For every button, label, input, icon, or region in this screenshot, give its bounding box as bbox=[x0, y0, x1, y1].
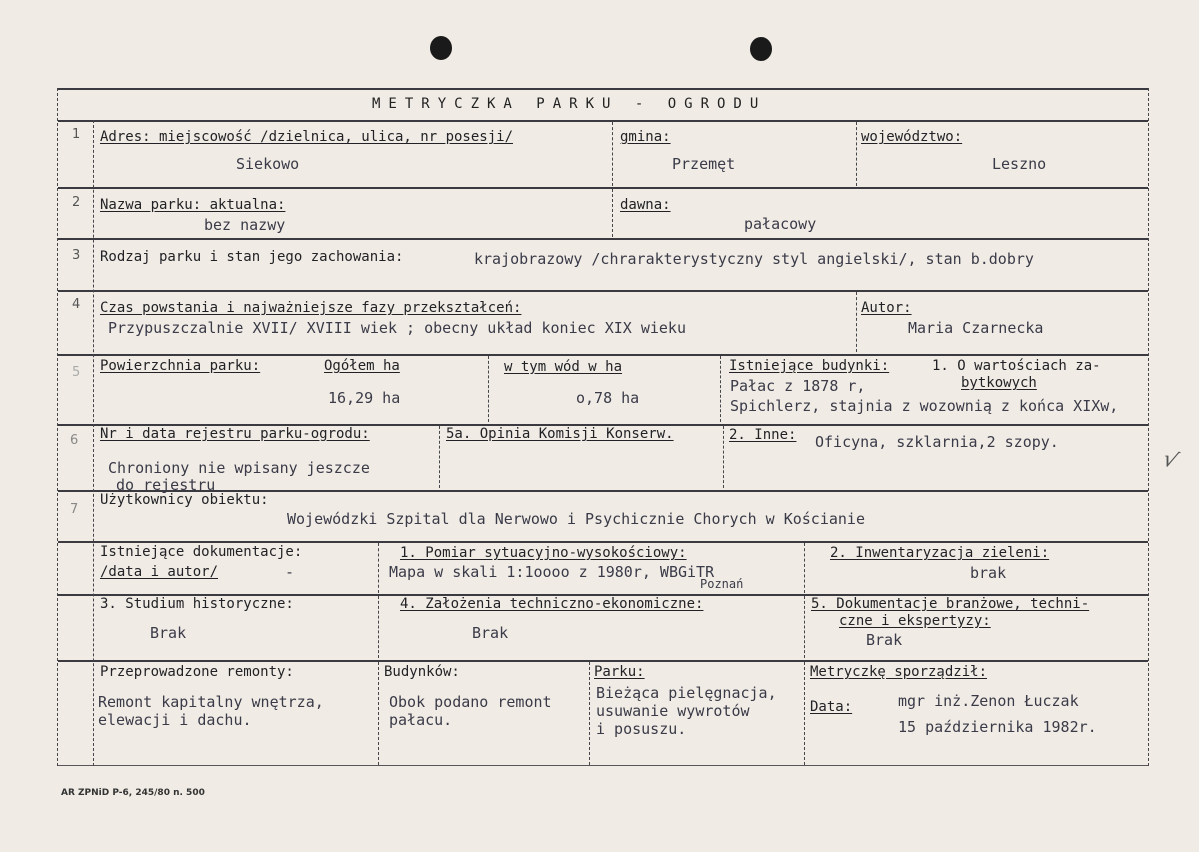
buildings-historic-label: 1. O wartościach za- bbox=[932, 358, 1101, 374]
buildings-label: Istniejące budynki: bbox=[729, 358, 890, 374]
divider bbox=[612, 189, 614, 237]
survey-value-2: Poznań bbox=[700, 577, 744, 591]
divider bbox=[723, 426, 725, 488]
divider bbox=[856, 122, 858, 186]
wojewodztwo-label: województwo: bbox=[861, 129, 963, 145]
row-number: 4 bbox=[72, 297, 81, 312]
building-repairs-value: Obok podano remont bbox=[389, 693, 552, 711]
rule bbox=[58, 660, 1148, 662]
rule bbox=[58, 120, 1148, 122]
number-column-divider bbox=[93, 120, 95, 766]
survey-label: 1. Pomiar sytuacyjno-wysokościowy: bbox=[400, 545, 687, 561]
divider bbox=[804, 662, 806, 765]
punch-hole-right bbox=[750, 37, 772, 61]
existing-docs-value: - bbox=[285, 563, 295, 581]
divider bbox=[439, 426, 441, 488]
water-area-label: w tym wód w ha bbox=[504, 359, 623, 375]
buildings-value: Pałac z 1878 r, bbox=[730, 377, 866, 395]
divider bbox=[378, 543, 380, 593]
right-border bbox=[1148, 88, 1150, 766]
rule bbox=[58, 765, 1148, 766]
historical-study-label: 3. Studium historyczne: bbox=[100, 596, 294, 612]
park-type-label: Rodzaj parku i stan jego zachowania: bbox=[100, 249, 404, 265]
prepared-by-value: mgr inż.Zenon Łuczak bbox=[898, 692, 1079, 710]
gmina-value: Przemęt bbox=[672, 155, 736, 173]
author-value: Maria Czarnecka bbox=[908, 319, 1044, 337]
divider bbox=[378, 662, 380, 765]
water-area-value: o,78 ha bbox=[576, 389, 640, 407]
divider bbox=[804, 543, 806, 593]
conservation-opinion-label: 5a. Opinia Komisji Konserw. bbox=[446, 426, 674, 442]
building-repairs-label: Budynków: bbox=[384, 664, 460, 680]
branch-docs-value: Brak bbox=[866, 631, 903, 649]
form-footer: AR ZPNiD P-6, 245/80 n. 500 bbox=[61, 788, 205, 798]
total-area-value: 16,29 ha bbox=[328, 389, 401, 407]
existing-docs-label: Istniejące dokumentacje: bbox=[100, 544, 303, 560]
wojewodztwo-value: Leszno bbox=[992, 155, 1047, 173]
divider bbox=[612, 122, 614, 186]
park-maintenance-value: Bieżąca pielęgnacja, bbox=[596, 684, 777, 702]
gmina-label: gmina: bbox=[620, 129, 671, 145]
address-value: Siekowo bbox=[236, 155, 300, 173]
users-label: Użytkownicy obiektu: bbox=[100, 492, 269, 508]
divider bbox=[804, 596, 806, 658]
area-label: Powierzchnia parku: bbox=[100, 358, 261, 374]
row-number: 5 bbox=[72, 365, 81, 380]
repairs-label: Przeprowadzone remonty: bbox=[100, 664, 294, 680]
rule bbox=[58, 541, 1148, 543]
card-title: METRYCZKA PARKU - OGRODU bbox=[372, 96, 767, 112]
buildings-value: Spichlerz, stajnia z wozownią z końca XIXw, bbox=[730, 397, 1119, 415]
row-number: 2 bbox=[72, 195, 81, 210]
park-name-value: bez nazwy bbox=[204, 216, 286, 234]
survey-value: Mapa w skali 1:1oooo z 1980r, WBGiTR bbox=[389, 563, 715, 581]
users-value: Wojewódzki Szpital dla Nerwowo i Psychicznie Chorych w Kościanie bbox=[287, 510, 865, 528]
check-mark-icon: √ bbox=[1159, 446, 1182, 475]
park-maintenance-label: Parku: bbox=[594, 664, 645, 680]
register-value: Chroniony nie wpisany jeszcze bbox=[108, 459, 370, 477]
divider bbox=[488, 356, 490, 422]
branch-docs-label: 5. Dokumentacje branżowe, techni- bbox=[811, 596, 1090, 612]
row-number: 1 bbox=[72, 127, 81, 142]
former-name-label: dawna: bbox=[620, 197, 671, 213]
register-label: Nr i data rejestru parku-ogrodu: bbox=[100, 426, 370, 442]
buildings-historic-label-2: bytkowych bbox=[961, 375, 1037, 391]
inventory-label: 2. Inwentaryzacja zieleni: bbox=[830, 545, 1050, 561]
rule bbox=[58, 290, 1148, 292]
rule bbox=[58, 88, 1148, 90]
history-label: Czas powstania i najważniejsze fazy przekształceń: bbox=[100, 300, 522, 316]
other-buildings-label: 2. Inne: bbox=[729, 427, 797, 443]
building-repairs-value: pałacu. bbox=[389, 711, 453, 729]
row-number: 7 bbox=[70, 502, 79, 517]
divider bbox=[720, 356, 722, 422]
other-buildings-value: Oficyna, szklarnia,2 szopy. bbox=[815, 433, 1059, 451]
divider bbox=[378, 596, 380, 658]
rule bbox=[58, 354, 1148, 356]
row-number: 3 bbox=[72, 248, 81, 263]
park-maintenance-value: usuwanie wywrotów bbox=[596, 702, 750, 720]
address-label: Adres: miejscowość /dzielnica, ulica, nr posesji/ bbox=[100, 129, 514, 145]
repairs-value: elewacji i dachu. bbox=[98, 711, 252, 729]
park-type-value: krajobrazowy /chrarakterystyczny styl angielski/, stan b.dobry bbox=[474, 250, 1034, 268]
rule bbox=[58, 187, 1148, 189]
divider bbox=[589, 662, 591, 765]
prepared-date-value: 15 października 1982r. bbox=[898, 718, 1097, 736]
technical-assumptions-label: 4. Założenia techniczno-ekonomiczne: bbox=[400, 596, 704, 612]
rule bbox=[58, 238, 1148, 240]
historical-study-value: Brak bbox=[150, 624, 187, 642]
left-border bbox=[57, 88, 59, 766]
repairs-value: Remont kapitalny wnętrza, bbox=[98, 693, 324, 711]
punch-hole-left bbox=[430, 36, 452, 60]
existing-docs-sub-label: /data i autor/ bbox=[100, 564, 219, 580]
register-value: do rejestru bbox=[116, 476, 216, 494]
branch-docs-label-2: czne i ekspertyzy: bbox=[839, 613, 991, 629]
inventory-value: brak bbox=[970, 564, 1007, 582]
date-label: Data: bbox=[810, 699, 853, 715]
technical-assumptions-value: Brak bbox=[472, 624, 509, 642]
row-number: 6 bbox=[70, 433, 79, 448]
park-maintenance-value: i posuszu. bbox=[596, 720, 687, 738]
park-name-label: Nazwa parku: aktualna: bbox=[100, 197, 286, 213]
total-area-label: Ogółem ha bbox=[324, 358, 400, 374]
former-name-value: pałacowy bbox=[744, 215, 817, 233]
author-label: Autor: bbox=[861, 300, 912, 316]
history-value: Przypuszczalnie XVII/ XVIII wiek ; obecny układ koniec XIX wieku bbox=[108, 319, 686, 337]
prepared-by-label: Metryczkę sporządził: bbox=[810, 664, 988, 680]
divider bbox=[856, 292, 858, 352]
